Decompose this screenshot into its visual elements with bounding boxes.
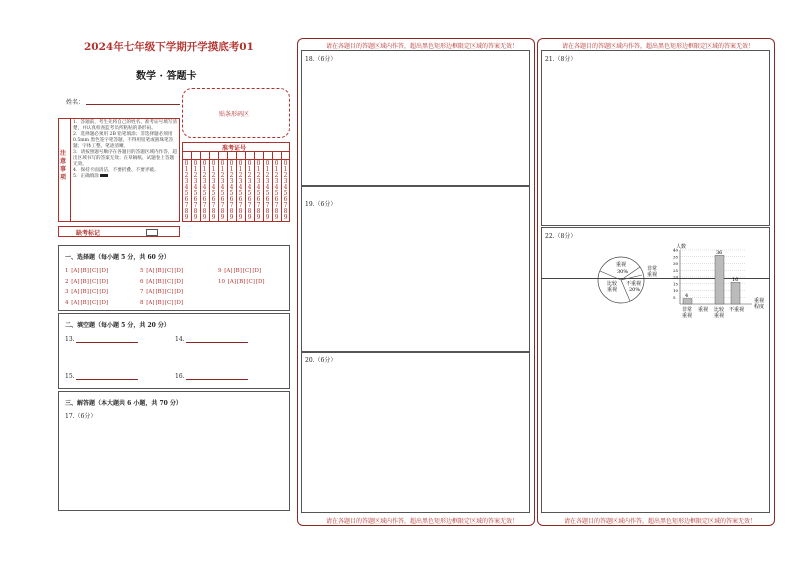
exam-digit-bubble[interactable]: 1 — [283, 166, 288, 173]
choice-option-bubble[interactable]: [D] — [99, 268, 109, 274]
note-3: 3．请按照题号顺序在各题目的答题区域内作答，超出区域书写的答案无效；在草稿纸、试题卷上答题无效。 — [73, 150, 177, 167]
exam-digit-bubble[interactable]: 1 — [274, 166, 279, 173]
right-bottom-warning: 请在各题目的答题区域内作答，超出黑色矩形边框限定区域的答案无效！ — [564, 518, 757, 525]
exam-digit-bubble[interactable]: 1 — [202, 166, 207, 173]
exam-digit-bubble[interactable]: 5 — [247, 190, 252, 197]
exam-digit-bubble[interactable]: 3 — [202, 178, 207, 185]
exam-digit-bubble[interactable]: 2 — [193, 172, 198, 179]
exam-digit-bubble[interactable]: 1 — [229, 166, 234, 173]
fill-item-15: 15. — [65, 373, 75, 380]
pie-chart — [598, 257, 657, 303]
choice-number: 9 — [218, 268, 224, 274]
exam-digit-bubble[interactable]: 0 — [238, 160, 243, 167]
question-21-label: 21.（8分） — [545, 56, 577, 63]
fill-item-16: 16. — [175, 373, 185, 380]
choice-number: 4 — [65, 299, 71, 306]
exam-digit-bubble[interactable]: 8 — [193, 208, 198, 215]
choice-number: 1 — [65, 268, 71, 274]
exam-digit-bubble[interactable]: 8 — [229, 208, 234, 215]
page-title: 2024年七年级下学期开学摸底考01 — [84, 41, 254, 53]
exam-digit-bubble[interactable]: 2 — [220, 172, 225, 179]
exam-digit-bubble[interactable]: 4 — [274, 184, 279, 191]
choice-option-bubble[interactable]: [B] — [155, 299, 164, 306]
absent-label: 缺考标记 — [76, 230, 101, 237]
right-top-warning: 请在各题目的答题区域内作答，超出黑色矩形边框限定区域的答案无效！ — [562, 43, 755, 50]
exam-digit-column[interactable] — [182, 161, 191, 221]
y-tick-label: 40 — [673, 247, 679, 253]
exam-digit-bubble[interactable]: 0 — [220, 160, 225, 167]
exam-digit-bubble[interactable]: 4 — [229, 184, 234, 191]
choice-option-bubble[interactable]: [C] — [164, 278, 174, 285]
choice-option-bubble[interactable]: [A] — [146, 278, 155, 285]
exam-digit-column[interactable] — [263, 161, 272, 221]
exam-digit-bubble[interactable]: 9 — [283, 214, 288, 221]
exam-digit-bubble[interactable]: 8 — [220, 208, 225, 215]
exam-digit-bubble[interactable]: 3 — [247, 178, 252, 185]
exam-digit-bubble[interactable]: 9 — [184, 214, 189, 221]
choice-number: 6 — [140, 278, 146, 285]
exam-digit-bubble[interactable]: 6 — [184, 196, 189, 203]
fill-title: 二、填空题（每小题 5 分，共 20 分） — [65, 322, 170, 329]
fill-item-13: 13. — [65, 336, 75, 343]
exam-digit-bubble[interactable]: 5 — [256, 190, 261, 197]
card-subtitle: 数学 · 答题卡 — [136, 71, 197, 82]
choice-question-8[interactable] — [140, 300, 183, 306]
exam-digit-bubble[interactable]: 5 — [229, 190, 234, 197]
exam-digit-bubble[interactable]: 3 — [283, 178, 288, 185]
exam-digit-bubble[interactable]: 9 — [211, 214, 216, 221]
notes-title: 注意事项 — [60, 150, 67, 181]
exam-digit-column[interactable] — [281, 161, 290, 221]
name-field[interactable] — [86, 104, 180, 105]
fill-answer-14[interactable] — [186, 342, 248, 343]
choice-option-bubble[interactable]: [D] — [174, 289, 184, 295]
exam-digit-bubble[interactable]: 4 — [283, 184, 288, 191]
exam-digit-bubble[interactable]: 3 — [193, 178, 198, 185]
bar-label-36: 36 — [716, 250, 723, 256]
exam-digit-bubble[interactable]: 0 — [211, 160, 216, 167]
exam-digit-bubble[interactable]: 5 — [265, 190, 270, 197]
choice-option-bubble[interactable]: [A] — [146, 299, 155, 306]
exam-digit-bubble[interactable]: 4 — [211, 184, 216, 191]
exam-digit-bubble[interactable]: 3 — [220, 178, 225, 185]
exam-digit-bubble[interactable]: 6 — [193, 196, 198, 203]
pie-label-b-1: 比较 — [607, 281, 618, 287]
exam-digit-bubble[interactable]: 4 — [247, 184, 252, 191]
fill-item-14: 14. — [175, 336, 185, 343]
note-4: 4．保持卡面清洁，不要折叠、不要弄破。 — [73, 168, 159, 173]
bar-label-16: 16 — [732, 277, 739, 283]
question-20-label: 20.（6分） — [305, 357, 337, 364]
y-tick-label: 15 — [673, 281, 679, 287]
choice-question-3[interactable] — [65, 289, 108, 295]
exam-digit-bubble[interactable]: 8 — [265, 208, 270, 215]
choice-option-bubble[interactable]: [C] — [242, 268, 252, 274]
y-tick-label: 35 — [673, 254, 679, 260]
exam-number-label: 准考证号 — [222, 145, 247, 152]
exam-digit-bubble[interactable]: 6 — [274, 196, 279, 203]
choice-option-bubble[interactable]: [A] — [71, 299, 80, 306]
exam-digit-bubble[interactable]: 9 — [238, 214, 243, 221]
exam-digit-column[interactable] — [218, 161, 227, 221]
x-label-1a: 非常 — [682, 307, 693, 313]
exam-digit-bubble[interactable]: 0 — [247, 160, 252, 167]
bar-chart — [673, 243, 764, 319]
note-2: 2．选择题必须用 2B 铅笔填涂；非选择题必须用 0.5mm 黑色签字笔答题，不得用铅笔或圆珠笔答题；字体工整、笔迹清晰。 — [73, 132, 174, 149]
exam-digit-bubble[interactable]: 7 — [220, 202, 225, 209]
exam-digit-bubble[interactable]: 6 — [211, 196, 216, 203]
exam-digit-bubble[interactable]: 4 — [256, 184, 261, 191]
exam-digit-bubble[interactable]: 1 — [184, 166, 189, 173]
pie-label-a-pct: 30% — [617, 269, 629, 275]
exam-digit-bubble[interactable]: 2 — [256, 172, 261, 179]
exam-digit-bubble[interactable]: 7 — [202, 202, 207, 209]
exam-digit-bubble[interactable]: 5 — [211, 190, 216, 197]
exam-digit-bubble[interactable]: 8 — [256, 208, 261, 215]
question-22-label: 22.（8分） — [545, 233, 577, 240]
note-1: 1．答题前，考生先将自己的姓名、准考证号填写清楚，并认真检查监考员所粘贴的条形码。 — [73, 120, 177, 131]
exam-digit-bubble[interactable]: 1 — [247, 166, 252, 173]
choice-option-bubble[interactable]: [B] — [237, 278, 246, 285]
exam-digit-bubble[interactable]: 1 — [211, 166, 216, 173]
choice-option-bubble[interactable]: [D] — [174, 278, 184, 285]
exam-digit-bubble[interactable]: 7 — [211, 202, 216, 209]
x-axis-label-a: 重视 — [754, 298, 765, 304]
choice-option-bubble[interactable]: [C] — [164, 268, 174, 274]
exam-digit-bubble[interactable]: 9 — [256, 214, 261, 221]
exam-digit-bubble[interactable]: 3 — [184, 178, 189, 185]
exam-digit-bubble[interactable]: 1 — [220, 166, 225, 173]
exam-digit-bubble[interactable]: 5 — [283, 190, 288, 197]
answer-section[interactable] — [58, 391, 290, 511]
choice-option-bubble[interactable]: [A] — [71, 268, 80, 274]
exam-digit-bubble[interactable]: 6 — [265, 196, 270, 203]
exam-digit-bubble[interactable]: 2 — [184, 172, 189, 179]
choice-number: 8 — [140, 299, 146, 306]
pie-label-d-1: 非常 — [647, 266, 658, 272]
exam-digit-bubble[interactable]: 2 — [211, 172, 216, 179]
bar-fairly-important — [715, 255, 724, 304]
exam-digit-bubble[interactable]: 8 — [247, 208, 252, 215]
choice-option-bubble[interactable]: [A] — [146, 268, 155, 274]
exam-digit-bubble[interactable]: 3 — [229, 178, 234, 185]
exam-digit-bubble[interactable]: 9 — [202, 214, 207, 221]
exam-digit-bubble[interactable]: 0 — [256, 160, 261, 167]
exam-digit-bubble[interactable]: 5 — [274, 190, 279, 197]
y-tick-label: 20 — [673, 274, 679, 280]
exam-digit-bubble[interactable]: 3 — [238, 178, 243, 185]
exam-digit-bubble[interactable]: 7 — [283, 202, 288, 209]
exam-digit-bubble[interactable]: 4 — [238, 184, 243, 191]
question-17-label: 17.（6分） — [65, 413, 97, 420]
choice-number: 7 — [140, 289, 146, 295]
note-5: 5．正确填涂 — [73, 174, 177, 180]
exam-digit-bubble[interactable]: 9 — [265, 214, 270, 221]
question-18-box[interactable] — [301, 50, 530, 186]
exam-digit-bubble[interactable]: 8 — [211, 208, 216, 215]
exam-digit-bubble[interactable]: 4 — [265, 184, 270, 191]
exam-digit-bubble[interactable]: 1 — [265, 166, 270, 173]
choice-question-2[interactable] — [65, 279, 108, 285]
choice-option-bubble[interactable]: [B] — [80, 299, 89, 306]
exam-digit-column[interactable] — [254, 161, 263, 221]
exam-digit-bubble[interactable]: 3 — [211, 178, 216, 185]
choice-option-bubble[interactable]: [B] — [233, 268, 242, 274]
choice-option-bubble[interactable]: [A] — [227, 278, 237, 285]
choice-option-bubble[interactable]: [B] — [80, 278, 89, 285]
exam-digit-bubble[interactable]: 8 — [202, 208, 207, 215]
exam-digit-bubble[interactable]: 9 — [220, 214, 225, 221]
choice-option-bubble[interactable]: [A] — [224, 268, 233, 274]
exam-digit-bubble[interactable]: 2 — [274, 172, 279, 179]
choice-option-bubble[interactable]: [A] — [146, 289, 155, 295]
exam-digit-bubble[interactable]: 9 — [274, 214, 279, 221]
choice-option-bubble[interactable]: [A] — [71, 289, 80, 295]
choice-question-4[interactable] — [65, 300, 108, 306]
choice-number: 3 — [65, 289, 71, 295]
exam-digit-bubble[interactable]: 8 — [274, 208, 279, 215]
choice-option-bubble[interactable]: [C] — [89, 278, 99, 285]
exam-digit-bubble[interactable]: 0 — [202, 160, 207, 167]
exam-digit-bubble[interactable]: 6 — [220, 196, 225, 203]
fill-answer-13[interactable] — [76, 342, 138, 343]
name-label: 姓名： — [66, 99, 85, 106]
exam-digit-bubble[interactable]: 5 — [238, 190, 243, 197]
exam-digit-bubble[interactable]: 4 — [220, 184, 225, 191]
exam-digit-bubble[interactable]: 5 — [184, 190, 189, 197]
exam-digit-bubble[interactable]: 1 — [193, 166, 198, 173]
exam-digit-bubble[interactable]: 0 — [229, 160, 234, 167]
choice-number: 10 — [218, 278, 227, 285]
choice-option-bubble[interactable]: [B] — [80, 289, 89, 295]
x-label-1b: 重视 — [682, 313, 693, 319]
choice-question-9[interactable] — [218, 268, 261, 274]
y-tick-label: 30 — [673, 261, 679, 267]
middle-bottom-warning: 请在各题目的答题区域内作答，超出黑色矩形边框限定区域的答案无效！ — [326, 518, 519, 525]
exam-digit-bubble[interactable]: 6 — [283, 196, 288, 203]
question-19-label: 19.（6分） — [305, 201, 337, 208]
exam-digit-bubble[interactable]: 1 — [256, 166, 261, 173]
y-tick-label: 5 — [673, 294, 676, 300]
exam-digit-bubble[interactable]: 7 — [256, 202, 261, 209]
choice-question-7[interactable] — [140, 289, 183, 295]
fill-answer-15[interactable] — [76, 379, 138, 380]
pie-label-a: 重视 — [616, 262, 627, 268]
exam-digit-bubble[interactable]: 2 — [202, 172, 207, 179]
exam-digit-bubble[interactable]: 0 — [265, 160, 270, 167]
choice-question-1[interactable] — [65, 268, 108, 274]
pie-label-c: 不重视 — [626, 281, 642, 287]
exam-digit-bubble[interactable]: 0 — [283, 160, 288, 167]
fill-answer-16[interactable] — [186, 379, 248, 380]
exam-digit-bubble[interactable]: 8 — [238, 208, 243, 215]
exam-digit-bubble[interactable]: 6 — [256, 196, 261, 203]
exam-digit-column[interactable] — [236, 161, 245, 221]
x-label-2: 重视 — [698, 307, 709, 313]
exam-digit-bubble[interactable]: 7 — [274, 202, 279, 209]
exam-digit-bubble[interactable]: 7 — [238, 202, 243, 209]
notes-list — [73, 120, 177, 180]
choice-question-5[interactable] — [140, 268, 183, 274]
choice-option-bubble[interactable]: [D] — [99, 278, 109, 285]
choice-option-bubble[interactable]: [D] — [99, 299, 109, 306]
exam-digit-bubble[interactable]: 3 — [256, 178, 261, 185]
question-20-box[interactable] — [301, 352, 530, 513]
question-21-box[interactable] — [541, 50, 770, 226]
exam-digit-bubble[interactable]: 7 — [265, 202, 270, 209]
x-label-4: 不重视 — [729, 307, 745, 313]
exam-digit-bubble[interactable]: 9 — [193, 214, 198, 221]
choice-option-bubble[interactable]: [D] — [252, 268, 262, 274]
x-label-3b: 重视 — [714, 313, 725, 319]
exam-digit-bubble[interactable]: 2 — [265, 172, 270, 179]
bar-label-4: 4 — [685, 293, 689, 299]
choice-option-bubble[interactable]: [C] — [164, 289, 174, 295]
statistics-figure — [596, 240, 768, 322]
exam-digit-bubble[interactable]: 5 — [202, 190, 207, 197]
exam-digit-bubble[interactable]: 7 — [247, 202, 252, 209]
pie-label-d-2: 重视 — [647, 272, 658, 278]
exam-digit-column[interactable] — [272, 161, 281, 221]
exam-digit-bubble[interactable]: 6 — [229, 196, 234, 203]
choice-option-bubble[interactable]: [B] — [155, 268, 164, 274]
choice-option-bubble[interactable]: [C] — [89, 289, 99, 295]
answer-title: 三、解答题（本大题共 6 小题，共 70 分） — [65, 400, 182, 407]
choice-option-bubble[interactable]: [C] — [246, 278, 255, 285]
exam-digit-column[interactable] — [209, 161, 218, 221]
exam-digit-column[interactable] — [191, 161, 200, 221]
exam-digit-bubble[interactable]: 2 — [229, 172, 234, 179]
exam-digit-bubble[interactable]: 8 — [283, 208, 288, 215]
choice-option-bubble[interactable]: [D] — [174, 299, 184, 306]
exam-digit-bubble[interactable]: 1 — [238, 166, 243, 173]
exam-digit-bubble[interactable]: 6 — [202, 196, 207, 203]
exam-digit-bubble[interactable]: 7 — [193, 202, 198, 209]
pie-label-c-pct: 20% — [629, 287, 641, 293]
choice-option-bubble[interactable]: [C] — [89, 268, 99, 274]
question-18-label: 18.（6分） — [305, 56, 337, 63]
choice-question-10[interactable] — [218, 279, 265, 285]
exam-digit-column[interactable] — [245, 161, 254, 221]
x-label-3a: 比较 — [714, 307, 725, 313]
y-tick-label: 25 — [673, 267, 679, 273]
exam-digit-bubble[interactable]: 6 — [247, 196, 252, 203]
choice-option-bubble[interactable]: [B] — [80, 268, 89, 274]
choice-option-bubble[interactable]: [B] — [155, 278, 164, 285]
bar-not-important — [731, 282, 740, 304]
exam-digit-bubble[interactable]: 0 — [193, 160, 198, 167]
exam-digit-bubble[interactable]: 0 — [184, 160, 189, 167]
exam-digit-bubble[interactable]: 7 — [229, 202, 234, 209]
y-axis-label: 人数 — [676, 244, 687, 250]
bar-very-important — [683, 299, 692, 304]
x-axis-label-b: 程度 — [754, 304, 765, 310]
filled-mark-icon — [100, 174, 108, 177]
exam-digit-bubble[interactable]: 4 — [202, 184, 207, 191]
exam-digit-bubble[interactable]: 5 — [220, 190, 225, 197]
choice-option-bubble[interactable]: [A] — [71, 278, 80, 285]
exam-digit-bubble[interactable]: 2 — [283, 172, 288, 179]
absent-checkbox[interactable] — [146, 229, 158, 236]
barcode-label: 贴条形码区 — [219, 111, 250, 118]
choice-option-bubble[interactable]: [C] — [164, 299, 174, 306]
pie-label-b-2: 重视 — [607, 287, 618, 293]
exam-digit-bubble[interactable]: 2 — [238, 172, 243, 179]
exam-digit-bubble[interactable]: 6 — [238, 196, 243, 203]
choice-question-6[interactable] — [140, 279, 183, 285]
choice-number: 2 — [65, 278, 71, 285]
exam-digit-bubble[interactable]: 2 — [247, 172, 252, 179]
choice-option-bubble[interactable]: [D] — [99, 289, 109, 295]
exam-digit-bubble[interactable]: 3 — [265, 178, 270, 185]
choice-option-bubble[interactable]: [B] — [155, 289, 164, 295]
choice-option-bubble[interactable]: [D] — [174, 268, 184, 274]
question-19-box[interactable] — [301, 186, 530, 352]
choice-option-bubble[interactable]: [C] — [89, 299, 99, 306]
exam-digit-bubble[interactable]: 0 — [274, 160, 279, 167]
exam-digit-column[interactable] — [200, 161, 209, 221]
y-tick-label: 10 — [673, 288, 679, 294]
choice-number: 5 — [140, 268, 146, 274]
choice-title: 一、选择题（每小题 5 分，共 60 分） — [65, 254, 170, 261]
exam-digit-bubble[interactable]: 3 — [274, 178, 279, 185]
exam-digit-bubble[interactable]: 7 — [184, 202, 189, 209]
exam-digit-column[interactable] — [227, 161, 236, 221]
exam-digit-bubble[interactable]: 8 — [184, 208, 189, 215]
choice-option-bubble[interactable]: [D] — [255, 278, 265, 285]
exam-digit-bubble[interactable]: 9 — [229, 214, 234, 221]
exam-digit-bubble[interactable]: 4 — [193, 184, 198, 191]
middle-top-warning: 请在各题目的答题区域内作答，超出黑色矩形边框限定区域的答案无效！ — [326, 43, 519, 50]
exam-digit-bubble[interactable]: 4 — [184, 184, 189, 191]
exam-digit-bubble[interactable]: 5 — [193, 190, 198, 197]
exam-digit-bubble[interactable]: 9 — [247, 214, 252, 221]
